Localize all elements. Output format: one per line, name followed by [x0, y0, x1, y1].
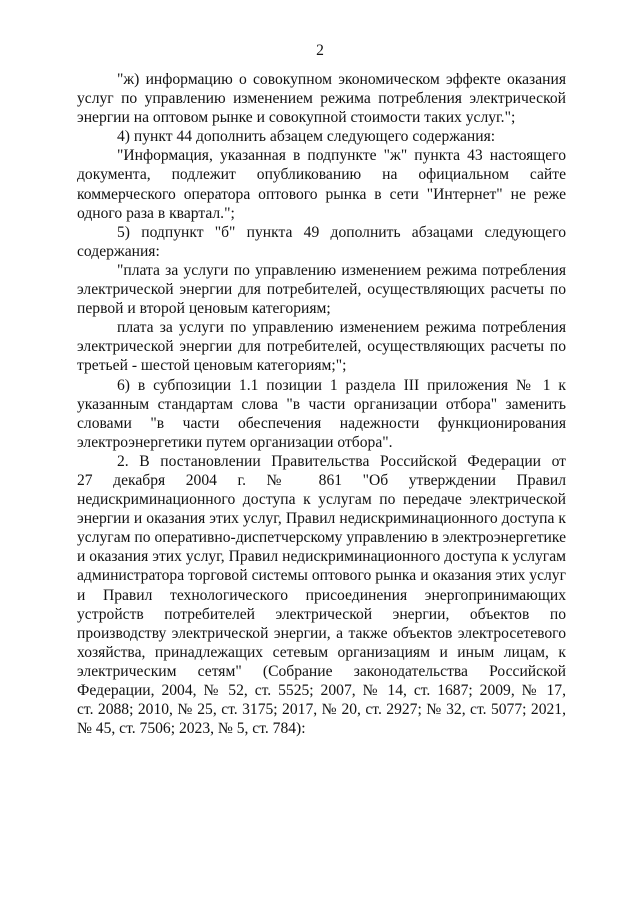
paragraph-clause-zh: "ж) информацию о совокупном экономическом эффекте оказания услуг по управлению изменением режима потребления электрической энергии на оптовом рынке и совокупной стоимости таких услуг."; [77, 71, 566, 127]
paragraph-quote-fee-2: плата за услуги по управлению изменением режима потребления электрической энергии для потребителей, осуществляющих расчеты по третьей - шестой ценовым категориям;"; [77, 319, 566, 375]
paragraph-quote-fee-1: "плата за услуги по управлению изменением режима потребления электрической энергии для потребителей, осуществляющих расчеты по первой и второй ценовым категориям; [77, 261, 566, 318]
document-body [77, 70, 566, 738]
paragraph-section-2: 2. В постановлении Правительства Российской Федерации от 27 декабря 2004 г. № 861 "Об утверждении Правил недискриминационного доступа к услугам по передаче электрической энергии и оказания этих услуг, Правил недискриминационного доступа к услугам по оперативно-диспетчерскому управлению в электроэнергетике и оказания этих услуг, Правил недискриминационного доступа к услугам администратора торговой системы оптового рынка и оказания этих услуг и Правил технологического присоединения энергопринимающих устройств потребителей электрической энергии, объектов по производству электрической энергии, а также объектов электросетевого хозяйства, принадлежащих сетевым организациям и иным лицам, к электрическим сетям" (Собрание законодательства Российской Федерации, 2004, № 52, ст. 5525; 2007, № 14, ст. 1687; 2009, № 17, ст. 2088; 2010, № 25, ст. 3175; 2017, № 20, ст. 2927; № 32, ст. 5077; 2021, № 45, ст. 7506; 2023, № 5, ст. 784): [77, 452, 566, 738]
paragraph-item-4: 4) пункт 44 дополнить абзацем следующего содержания: [117, 128, 496, 146]
page-number: 2 [316, 42, 324, 59]
paragraph-item-5: 5) подпункт "б" пункта 49 дополнить абзацами следующего содержания: [77, 223, 566, 260]
paragraph-item-6: 6) в субпозиции 1.1 позиции 1 раздела III приложения № 1 к указанным стандартам слова "в части организации отбора" заменить словами "в части обеспечения надежности функционирования электроэнергетики путем организации отбора". [77, 376, 566, 451]
paragraph-quote-information: "Информация, указанная в подпункте "ж" пункта 43 настоящего документа, подлежит опубликованию на официальном сайте коммерческого оператора оптового рынка в сети "Интернет" не реже одного раза в квартал."; [77, 147, 566, 222]
